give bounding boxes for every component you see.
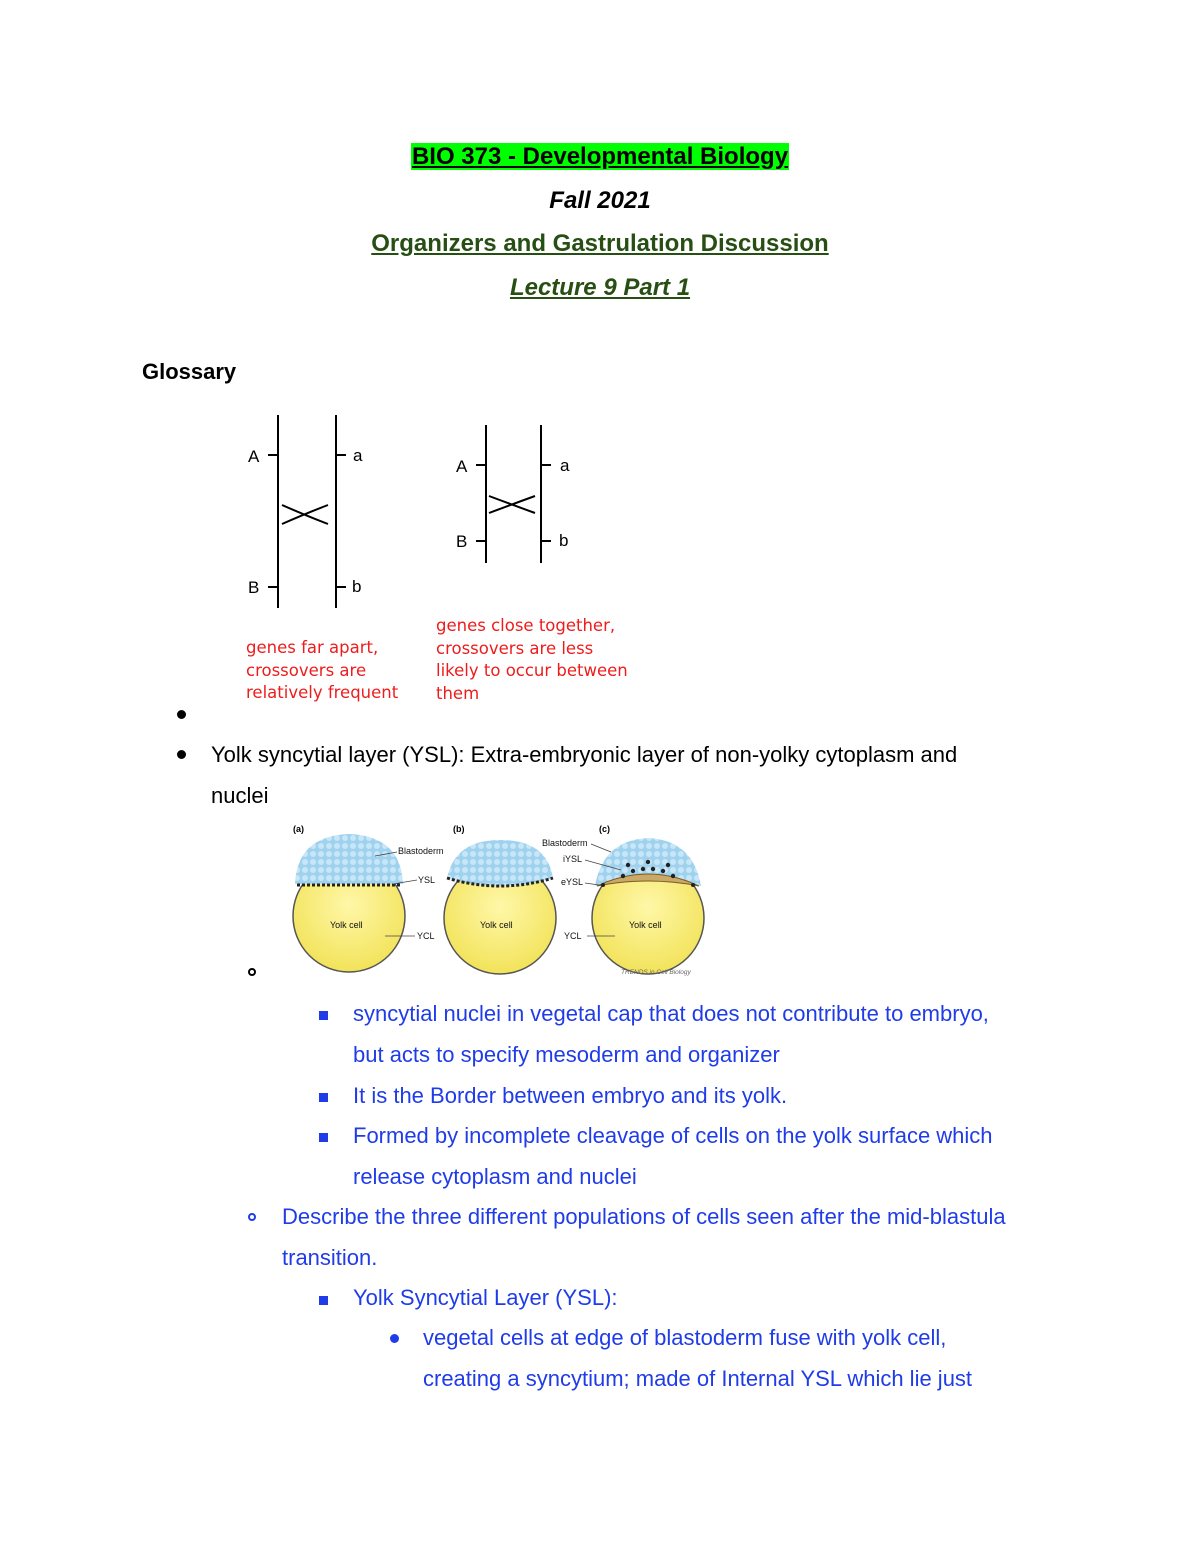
square-bullet-icon bbox=[319, 1093, 328, 1102]
gene-label-a: a bbox=[560, 456, 570, 475]
yolk-cell-label: Yolk cell bbox=[480, 920, 513, 930]
gene-label-b: b bbox=[559, 531, 569, 550]
bullet-icon bbox=[177, 710, 186, 719]
yolk-cell-label: Yolk cell bbox=[629, 920, 662, 930]
ysl-label: YSL bbox=[418, 875, 436, 885]
gene-label-A: A bbox=[456, 457, 468, 476]
embryo-panel-c bbox=[592, 838, 704, 974]
gene-label-B: B bbox=[456, 532, 468, 551]
panel-label: (a) bbox=[293, 824, 304, 834]
iysl-label: iYSL bbox=[563, 854, 583, 864]
square-bullet-icon bbox=[319, 1011, 328, 1020]
course-title-text: BIO 373 - Developmental Biology bbox=[411, 143, 789, 170]
gene-label-A: A bbox=[248, 447, 260, 466]
embryo-panel-b bbox=[444, 840, 556, 974]
gene-label-a: a bbox=[353, 446, 363, 465]
ycl-label: YCL bbox=[564, 931, 582, 941]
ysl-definition: Yolk syncytial layer (YSL): Extra-embryonic layer of non-yolky cytoplasm and nuclei bbox=[211, 742, 958, 808]
course-title bbox=[0, 141, 1200, 173]
panel-label: (b) bbox=[453, 824, 465, 834]
gene-label-b: b bbox=[352, 577, 362, 596]
sub-bullet-icon bbox=[248, 968, 256, 976]
glossary-heading: Glossary bbox=[142, 359, 237, 384]
blastoderm-label: Blastoderm bbox=[398, 846, 444, 856]
ysl-heading: Yolk Syncytial Layer (YSL): bbox=[353, 1285, 618, 1310]
bullet-icon bbox=[177, 750, 186, 759]
eysl-label: eYSL bbox=[561, 877, 584, 887]
caption-far-apart: genes far apart, crossovers are relatively frequent bbox=[246, 638, 399, 702]
lecture-title: Lecture 9 Part 1 bbox=[509, 274, 691, 301]
linkage-diagram bbox=[230, 405, 650, 620]
sub-bullet-icon bbox=[248, 1213, 256, 1221]
yolk-cell-label: Yolk cell bbox=[330, 920, 363, 930]
figure-credit: TRENDS in Cell Biology bbox=[621, 969, 691, 976]
gene-label-B: B bbox=[248, 578, 260, 597]
ysl-figure bbox=[285, 818, 710, 980]
ysl-point-2: It is the Border between embryo and its yolk. bbox=[353, 1083, 788, 1108]
ycl-label: YCL bbox=[417, 931, 435, 941]
ysl-detail: vegetal cells at edge of blastoderm fuse with yolk cell, creating a syncytium; made of Internal YSL which lie just bbox=[423, 1325, 973, 1391]
square-bullet-icon bbox=[319, 1133, 328, 1142]
caption-close-together: genes close together, crossovers are less likely to occur between them bbox=[436, 616, 628, 703]
embryo-panel-a bbox=[293, 834, 405, 972]
question-text: Describe the three different populations of cells seen after the mid-blastula transition. bbox=[282, 1204, 1006, 1270]
ysl-point-3: Formed by incomplete cleavage of cells on the yolk surface which release cytoplasm and nuclei bbox=[353, 1123, 993, 1189]
term-label: Fall 2021 bbox=[549, 187, 651, 214]
bullet-icon bbox=[390, 1334, 399, 1343]
panel-label: (c) bbox=[599, 824, 610, 834]
ysl-point-1: syncytial nuclei in vegetal cap that does not contribute to embryo, but acts to specify mesoderm and organizer bbox=[353, 1001, 989, 1067]
topic-title: Organizers and Gastrulation Discussion bbox=[371, 230, 829, 257]
square-bullet-icon bbox=[319, 1296, 328, 1305]
blastoderm-label: Blastoderm bbox=[542, 838, 588, 848]
